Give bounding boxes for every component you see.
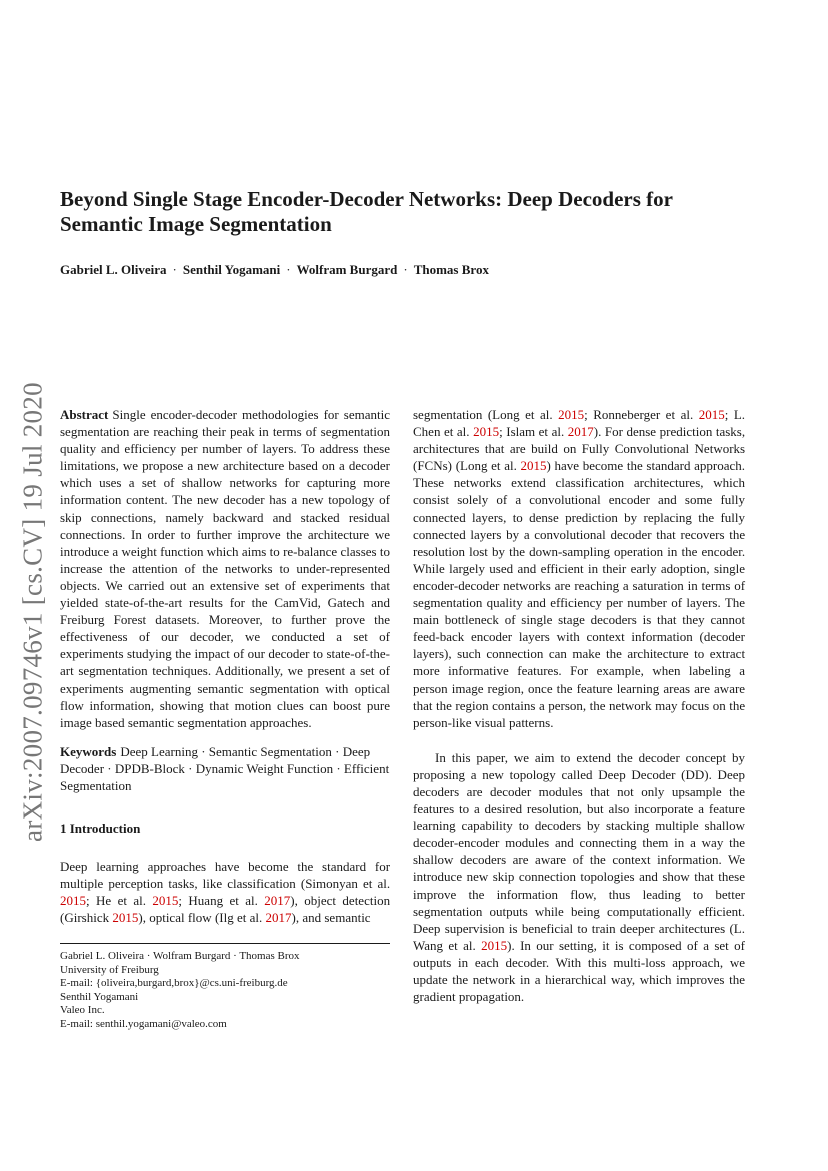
right-column bbox=[413, 406, 745, 1005]
citation-link[interactable]: 2017 bbox=[264, 893, 291, 909]
author-separator: · bbox=[172, 262, 177, 277]
intro-paragraph-1-right: segmentation (Long et al. 2015; Ronneberger et al. 2015; L. Chen et al. 2015; Islam et al. 2017). For dense prediction tasks, architectures that are build on Fully Convolutional Networks (FCNs) (Long et al. 2015) have become the standard approach. These networks extend classification architectures, which consist solely of a convolutional encoder and some fully connected layers, to dense prediction by replacing the fully connected layers by a convolutional decoder that recovers the resolution lost by the down-sampling operation in the encoder. While largely used and efficient in their early adoption, single encoder-decoder networks are reaching a saturation in terms of segmentation quality and efficiency per number of layers. The main bottleneck of single stage decoders is that they cannot feed-back encoder layers with context information (decoder layers), such connection can make the architecture to extract more informative features. For example, when labeling a person image region, once the feature learning areas are aware that the region contains a person, the network may focus on the person-like visual patterns. bbox=[413, 407, 746, 730]
citation-link[interactable]: 2015 bbox=[520, 458, 547, 474]
abstract-label: Abstract bbox=[60, 407, 109, 422]
footnote-line: Gabriel L. Oliveira · Wolfram Burgard · Thomas Brox bbox=[60, 950, 300, 962]
left-column bbox=[60, 406, 390, 927]
section-heading: 1 Introduction bbox=[60, 821, 141, 837]
footnote-line: Senthil Yogamani bbox=[60, 990, 139, 1003]
footnote-line: E-mail: {oliveira,burgard,brox}@cs.uni-freiburg.de bbox=[60, 977, 288, 990]
footnote-line: Valeo Inc. bbox=[60, 1004, 105, 1017]
author-list bbox=[60, 261, 760, 279]
author-separator: · bbox=[286, 262, 291, 277]
citation-link[interactable]: 2015 bbox=[481, 937, 508, 953]
citation-link[interactable]: 2015 bbox=[473, 424, 500, 440]
citation-link[interactable]: 2015 bbox=[558, 407, 585, 422]
arxiv-sidebar bbox=[10, 372, 56, 852]
keywords bbox=[60, 743, 390, 794]
footnote-line: E-mail: senthil.yogamani@valeo.com bbox=[60, 1017, 227, 1030]
citation-link[interactable]: 2015 bbox=[698, 407, 725, 422]
author-affiliations-footnote bbox=[60, 943, 390, 1032]
author-name: Gabriel L. Oliveira bbox=[60, 262, 167, 277]
abstract bbox=[60, 406, 390, 731]
keywords-text: Deep Learning · Semantic Segmentation · Deep Decoder · DPDB-Block · Dynamic Weight Function · Efficient Segmentation bbox=[60, 743, 390, 793]
author-name: Thomas Brox bbox=[413, 262, 489, 277]
abstract-text: Single encoder-decoder methodologies for semantic segmentation are reaching their peak in terms of segmentation quality and efficiency per number of layers. To address these limitations, we propose a new architecture based on a decoder which uses a set of shallow networks for capturing more information content. The new decoder has a new topology of skip connections, namely backward and stacked residual connections. In order to further improve the architecture we introduce a weight function which aims to re-balance classes to increase the attention of the networks to under-represented objects. We carried out an extensive set of experiments that yielded state-of-the-art results for the CamVid, Gatech and Freiburg Forest datasets. Moreover, to further prove the effectiveness of our decoder, we conducted a set of experiments studying the impact of our decoder to state-of-the-art segmentation techniques. Additionally, we present a set of experiments augmenting semantic segmentation with optical flow information, showing that motion clues can boost pure image based semantic segmentation approaches. bbox=[60, 407, 390, 730]
author-name: Wolfram Burgard bbox=[296, 262, 398, 277]
citation-link[interactable]: 2015 bbox=[60, 893, 86, 909]
citation-link[interactable]: 2017 bbox=[265, 910, 292, 926]
author-name: Senthil Yogamani bbox=[182, 262, 281, 277]
citation-link[interactable]: 2017 bbox=[567, 424, 594, 440]
footnote-line: University of Freiburg bbox=[60, 963, 159, 976]
intro-paragraph-1-left: Deep learning approaches have become the standard for multiple perception tasks, like classification (Simonyan et al. 2015; He et al. 2015; Huang et al. 2017), object detection (Girshick 2015), optical flow (Ilg et al. 2017), and semantic bbox=[60, 859, 391, 926]
author-separator: · bbox=[403, 262, 408, 277]
citation-link[interactable]: 2015 bbox=[112, 910, 139, 926]
intro-paragraph-2: In this paper, we aim to extend the decoder concept by proposing a new topology called Deep Decoder (DD). Deep decoders are decoder modules that not only upsample the features to a desired resolution, but also incorporate a feature learning capability to decoders by stacking multiple shallow decoder-encoder modules and connecting them in a way the shallow decoders are aware of the context information. We introduce new skip connection topologies and show that these improve the information flow, thus leading to better segmentation outputs while being computationally efficient. Deep supervision is beneficial to train deeper architectures (L. Wang et al. 2015). In our setting, it is composed of a set of outputs in each decoder. With this multi-loss approach, we update the network in a hierarchical way, which improves the gradient propagation. bbox=[413, 749, 745, 1005]
arxiv-identifier: arXiv:2007.09746v1 [cs.CV] 19 Jul 2020 bbox=[17, 382, 48, 842]
keywords-label: Keywords bbox=[60, 743, 117, 759]
paper-title: Beyond Single Stage Encoder-Decoder Networks: Deep Decoders for Semantic Image Segmentation bbox=[60, 187, 673, 236]
citation-link[interactable]: 2015 bbox=[152, 893, 179, 909]
